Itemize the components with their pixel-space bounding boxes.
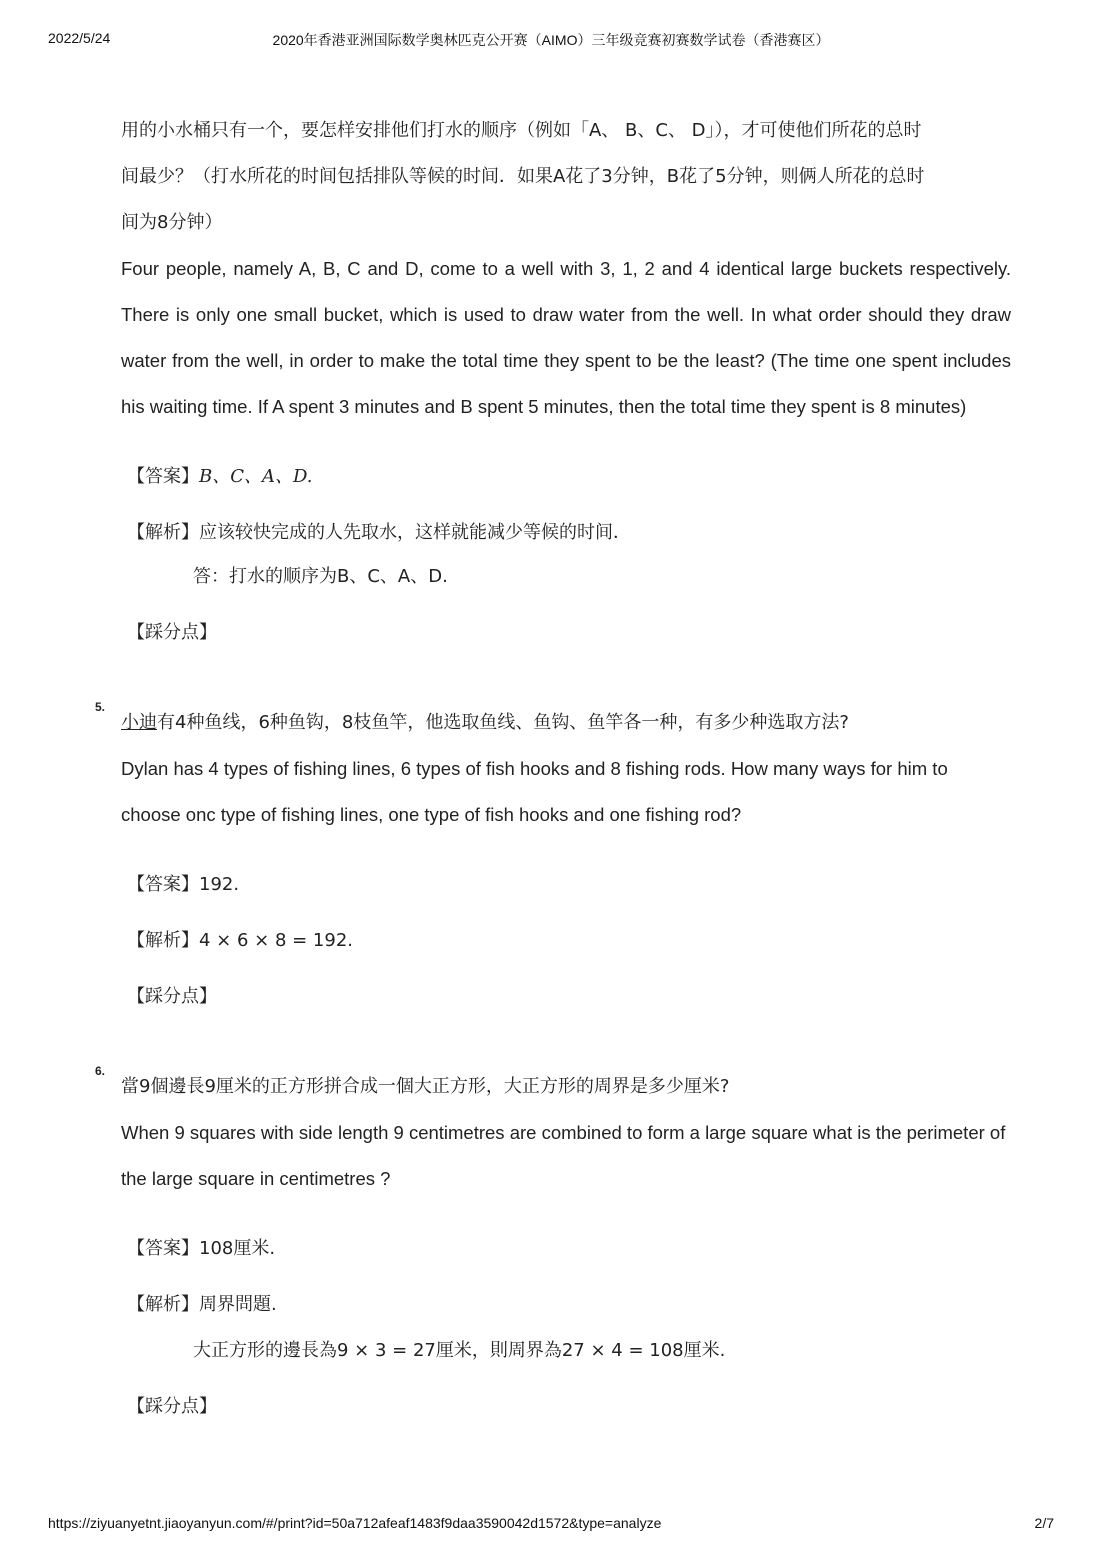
question-number: 5. — [95, 700, 106, 714]
question-6-en-text: When 9 squares with side length 9 centimetres are combined to form a large square what is the perimeter of the large square in centimetres ? — [121, 1122, 1006, 1189]
analysis-text: 周界問題. — [199, 1294, 277, 1315]
question-5-en-text: Dylan has 4 types of fishing lines, 6 types of fish hooks and 8 fishing rods. How many ways for him to choose onc type of fishing lines, one type of fish hooks and one fishing rod? — [121, 758, 948, 825]
analysis-row — [121, 518, 1011, 548]
scoring-points-label: 【踩分点】 — [127, 622, 217, 643]
analysis-label: 【解析】 — [127, 522, 199, 543]
answer-value: 192. — [199, 874, 240, 895]
analysis-row — [121, 926, 1011, 956]
question-4 — [121, 108, 1011, 648]
print-date: 2022/5/24 — [48, 30, 111, 46]
question-6 — [95, 1064, 1011, 1422]
answer-value: B、C、A、D. — [199, 466, 313, 487]
page-url[interactable]: https://ziyuanyetnt.jiaoyanyun.com/#/print?id=50a712afeaf1483f9daa3590042d1572&type=analyze — [48, 1515, 662, 1531]
question-4-en-text: Four people, namely A, B, C and D, come to a well with 3, 1, 2 and 4 identical large buckets respectively. There is only one small bucket, which is used to draw water from the well. In what order should they draw water from the well, in order to make the total time they spent to be the least? (The time one spent includes his waiting time. If A spent 3 minutes and B spent 5 minutes, then the total time they spent is 8 minutes) — [121, 258, 1011, 417]
document-title: 2020年香港亚洲国际数学奥林匹克公开赛（AIMO）三年级竞赛初赛数学试卷（香港赛区） — [272, 32, 830, 48]
question-6-zh-text: 當9個邊長9厘米的正方形拼合成一個大正方形，大正方形的周界是多少厘米? — [121, 1076, 730, 1097]
answer-row — [121, 1234, 1011, 1264]
answer-row — [121, 870, 1011, 900]
analysis-row — [121, 1290, 1011, 1320]
analysis-text: 4 × 6 × 8 = 192. — [199, 930, 354, 951]
question-number: 6. — [95, 1064, 106, 1078]
question-5-zh-text: 小迪有4种鱼线，6种鱼钩，8枝鱼竿，他选取鱼线、鱼钩、鱼竿各一种，有多少种选取方法? — [121, 712, 849, 733]
analysis-label: 【解析】 — [127, 1294, 199, 1315]
analysis-text: 应该较快完成的人先取水，这样就能减少等候的时间． — [199, 522, 631, 543]
answer-label: 【答案】 — [127, 466, 199, 487]
analysis-label: 【解析】 — [127, 930, 199, 951]
page-number: 2/7 — [1034, 1515, 1054, 1531]
analysis-working: 大正方形的邊長為9 × 3 = 27厘米，則周界為27 × 4 = 108厘米. — [193, 1340, 726, 1361]
answer-label: 【答案】 — [127, 874, 199, 895]
scoring-points-label: 【踩分点】 — [127, 1396, 217, 1417]
analysis-conclusion: 答：打水的顺序为B、C、A、D. — [193, 566, 448, 587]
question-5 — [95, 700, 1011, 1012]
answer-value: 108厘米. — [199, 1238, 276, 1259]
student-name: 小迪 — [121, 712, 157, 733]
question-4-zh-line: 间为8分钟） — [121, 212, 223, 233]
answer-label: 【答案】 — [127, 1238, 199, 1259]
question-4-zh-line: 间最少？（打水所花的时间包括排队等候的时间．如果A花了3分钟，B花了5分钟，则俩人所花的总时 — [121, 166, 925, 187]
question-4-zh-line: 用的小水桶只有一个，要怎样安排他们打水的顺序（例如「A、 B、C、 D」），才可使他们所花的总时 — [121, 120, 922, 141]
answer-row — [121, 462, 1011, 492]
scoring-points-label: 【踩分点】 — [127, 986, 217, 1007]
document-content — [95, 108, 1011, 1422]
